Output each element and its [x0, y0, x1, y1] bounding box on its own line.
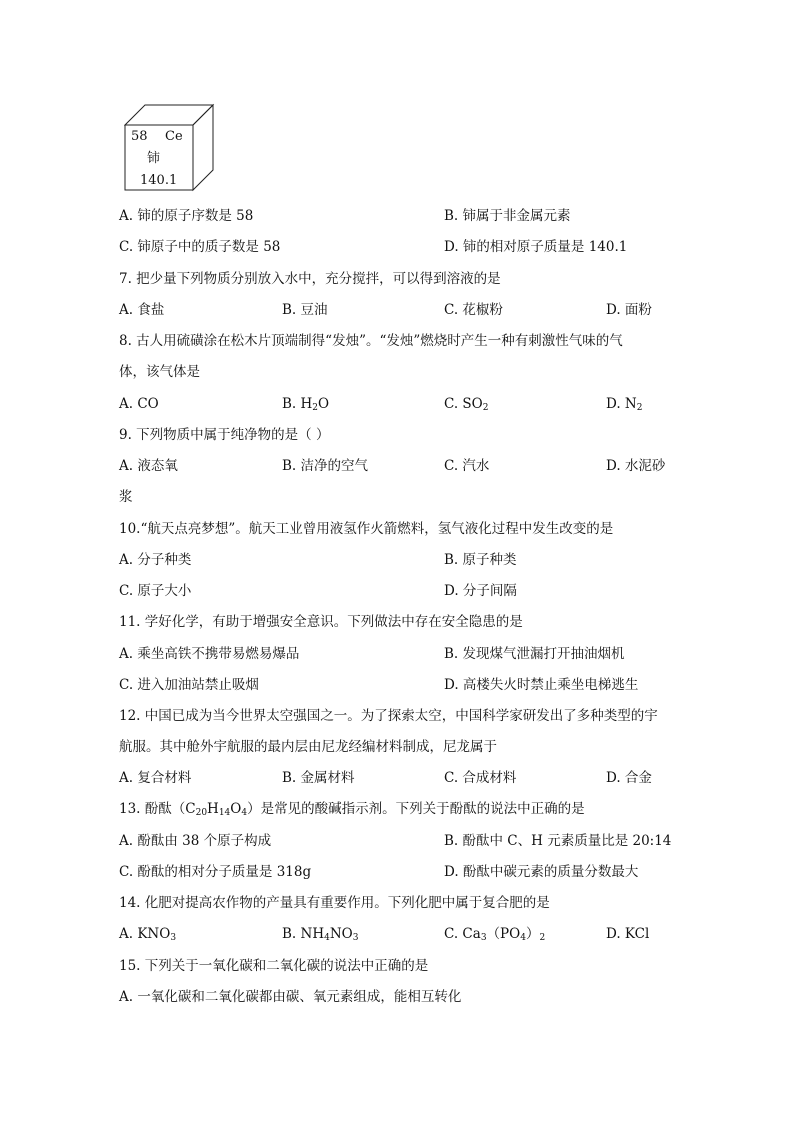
q14-c-sub1: 3 — [480, 933, 487, 943]
q8-stem-line2: 体，该气体是 — [119, 364, 200, 380]
element-cell-box — [124, 103, 216, 193]
q11-stem: 11. 学好化学，有助于增强安全意识。下列做法中存在安全隐患的是 — [119, 614, 523, 630]
q8-c-pre: C. SO — [444, 396, 483, 412]
q13-sub-c: 20 — [195, 808, 208, 818]
q10-option-b: B. 原子种类 — [444, 552, 517, 568]
q14-option-c — [444, 925, 545, 943]
q8-option-b — [282, 395, 329, 413]
q15-option-a: A. 一氧化碳和二氧化碳都由碳、氧元素组成，能相互转化 — [119, 989, 462, 1005]
q9-stem: 9. 下列物质中属于纯净物的是（ ） — [119, 427, 330, 443]
q14-c-post: ） — [525, 926, 540, 942]
q14-c-sub3: 2 — [539, 933, 546, 943]
element-name: 铈 — [147, 151, 161, 166]
q6-option-a: A. 铈的原子序数是 58 — [119, 208, 254, 224]
q13-option-b: B. 酚酞中 C、H 元素质量比是 20:14 — [444, 833, 672, 849]
q13-stem — [119, 800, 585, 818]
q7-option-c: C. 花椒粉 — [444, 302, 503, 318]
q11-option-b: B. 发现煤气泄漏打开抽油烟机 — [444, 646, 625, 662]
q9-option-d: D. 水泥砂 — [606, 458, 666, 474]
q8-b-pre: B. H — [282, 396, 313, 412]
element-symbol: Ce — [165, 129, 183, 144]
q6-option-c: C. 铈原子中的质子数是 58 — [119, 239, 281, 255]
q8-option-d — [606, 395, 642, 413]
q7-stem: 7. 把少量下列物质分别放入水中，充分搅拌，可以得到溶液的是 — [119, 271, 501, 287]
q14-b-pre: B. NH — [282, 926, 325, 942]
q10-option-a: A. 分子种类 — [119, 552, 192, 568]
q9-option-b: B. 洁净的空气 — [282, 458, 369, 474]
q10-stem: 10.“航天点亮梦想”。航天工业曾用液氢作火箭燃料，氢气液化过程中发生改变的是 — [119, 521, 614, 537]
q13-stem-o: O — [230, 801, 242, 817]
atomic-mass: 140.1 — [140, 173, 178, 188]
q14-a-sub: 3 — [170, 933, 177, 943]
q10-option-d: D. 分子间隔 — [444, 583, 517, 599]
q12-option-c: C. 合成材料 — [444, 770, 517, 786]
q11-option-d: D. 高楼失火时禁止乘坐电梯逃生 — [444, 677, 639, 693]
q14-c-mid: （PO — [486, 926, 521, 942]
q8-option-a: A. CO — [119, 396, 159, 412]
q8-stem-line1: 8. 古人用硫磺涂在松木片顶端制得“发烛”。“发烛”燃烧时产生一种有刺激性气味的气 — [119, 333, 623, 349]
q12-option-a: A. 复合材料 — [119, 770, 192, 786]
q8-b-sub: 2 — [312, 403, 319, 413]
q8-b-post: O — [318, 396, 330, 412]
q13-option-d: D. 酚酞中碳元素的质量分数最大 — [444, 864, 639, 880]
q11-option-a: A. 乘坐高铁不携带易燃易爆品 — [119, 646, 300, 662]
q12-stem-line2: 航服。其中舱外宇航服的最内层由尼龙经编材料制成，尼龙属于 — [119, 739, 497, 755]
q6-option-d: D. 铈的相对原子质量是 140.1 — [444, 239, 628, 255]
q14-option-d: D. KCl — [606, 926, 650, 942]
q9-option-a: A. 液态氧 — [119, 458, 178, 474]
q13-stem-post: ）是常见的酸碱指示剂。下列关于酚酞的说法中正确的是 — [247, 801, 585, 817]
q7-option-d: D. 面粉 — [606, 302, 652, 318]
q13-option-c: C. 酚酞的相对分子质量是 318g — [119, 864, 312, 880]
q14-b-sub1: 4 — [324, 933, 330, 943]
q11-option-c: C. 进入加油站禁止吸烟 — [119, 677, 259, 693]
q13-stem-pre: 13. 酚酞（C — [119, 801, 196, 817]
q14-option-b — [282, 925, 358, 943]
q13-stem-h: H — [207, 801, 219, 817]
q12-option-d: D. 合金 — [606, 770, 652, 786]
q12-stem-line1: 12. 中国已成为当今世界太空强国之一。为了探索太空，中国科学家研发出了多种类型的宇 — [119, 708, 658, 724]
q13-option-a: A. 酚酞由 38 个原子构成 — [119, 833, 272, 849]
q8-d-pre: D. N — [606, 396, 637, 412]
q10-option-c: C. 原子大小 — [119, 583, 192, 599]
q13-sub-h: 14 — [218, 808, 231, 818]
q7-option-b: B. 豆油 — [282, 302, 328, 318]
q14-c-sub2: 4 — [520, 933, 526, 943]
atomic-number: 58 — [131, 129, 148, 144]
q8-option-c — [444, 395, 488, 413]
q14-option-a — [119, 925, 176, 943]
q9-option-c: C. 汽水 — [444, 458, 490, 474]
q8-c-sub: 2 — [482, 403, 489, 413]
q14-b-mid: NO — [329, 926, 353, 942]
q9-option-d-continued: 浆 — [119, 489, 133, 505]
q12-option-b: B. 金属材料 — [282, 770, 355, 786]
q14-a-pre: A. KNO — [119, 926, 171, 942]
q8-d-sub: 2 — [636, 403, 643, 413]
q14-b-sub2: 3 — [352, 933, 359, 943]
q6-option-b: B. 铈属于非金属元素 — [444, 208, 571, 224]
q14-c-pre: C. Ca — [444, 926, 481, 942]
q15-stem: 15. 下列关于一氧化碳和二氧化碳的说法中正确的是 — [119, 958, 429, 974]
q7-option-a: A. 食盐 — [119, 302, 165, 318]
q13-sub-o: 4 — [241, 808, 248, 818]
q14-stem: 14. 化肥对提高农作物的产量具有重要作用。下列化肥中属于复合肥的是 — [119, 895, 550, 911]
